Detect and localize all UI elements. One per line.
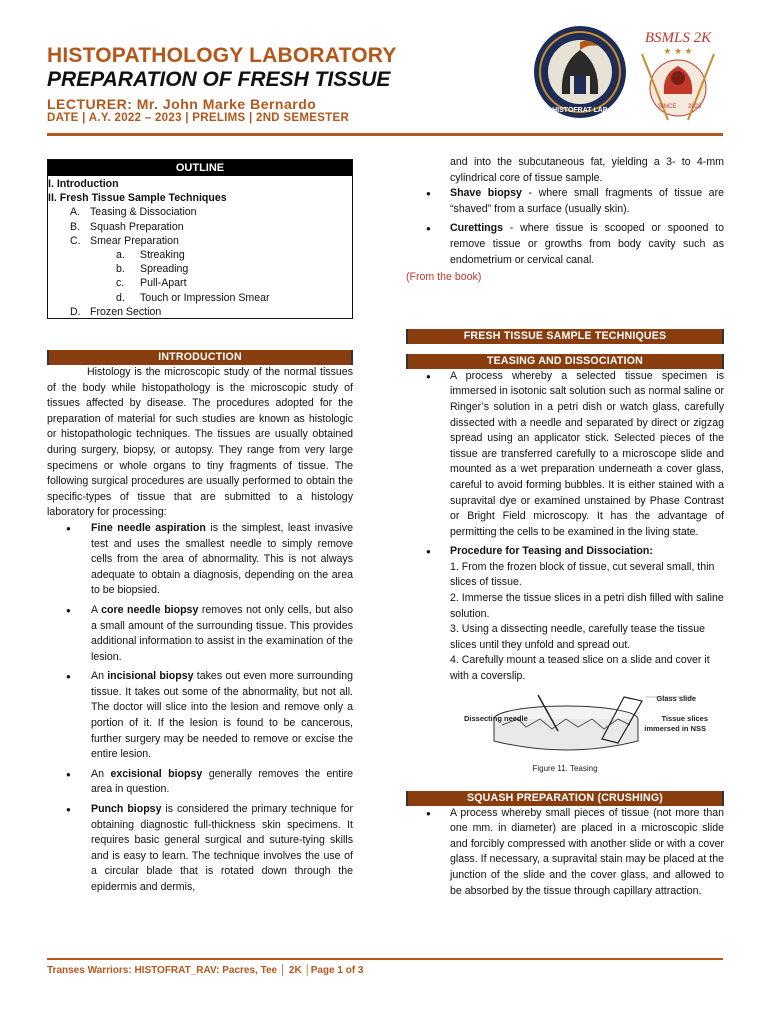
teasing-figure bbox=[406, 691, 724, 771]
right-column bbox=[406, 155, 724, 903]
biopsy-list bbox=[47, 521, 353, 896]
procedure-step: 1. From the frozen block of tissue, cut several small, thin slices of tissue. bbox=[450, 560, 715, 589]
outline-subsubitem: a. Streaking bbox=[116, 249, 185, 262]
list-item: ● An excisional biopsy generally removes the entire area in question. bbox=[47, 767, 353, 798]
squash-heading: SQUASH PREPARATION (CRUSHING) bbox=[406, 791, 724, 806]
introduction-heading: INTRODUCTION bbox=[47, 350, 353, 365]
outline-subsubitem: d. Touch or Impression Smear bbox=[116, 291, 270, 304]
label-glass-slide: Glass slide bbox=[656, 693, 696, 703]
outline-subitem: C. Smear Preparation bbox=[70, 234, 179, 247]
squash-list bbox=[406, 806, 724, 900]
label-tissue-slices: Tissue slices bbox=[661, 713, 708, 723]
bsmls-2k-logo bbox=[628, 24, 728, 124]
outline-list bbox=[48, 176, 352, 319]
outline-subsubitem: b. Spreading bbox=[116, 263, 189, 276]
outline-subitem: D. Frozen Section bbox=[70, 305, 162, 318]
procedure-steps bbox=[406, 560, 724, 685]
continuation-text: and into the subcutaneous fat, yielding a 3- to 4-mm cylindrical core of tissue sample. bbox=[450, 156, 724, 184]
svg-text:★ ★ ★: ★ ★ ★ bbox=[663, 46, 693, 56]
outline-heading: OUTLINE bbox=[48, 160, 352, 176]
histofrat-lab-logo bbox=[532, 24, 628, 120]
list-item: ● Fine needle aspiration is the simplest, least invasive test and uses the smallest needle to simply remove cells from the area of abnormality. This is not always adequate to obtain a diagnosis, depending on the area to be biopsied. bbox=[47, 521, 353, 599]
label-dissecting-needle: Dissecting needle bbox=[464, 713, 528, 723]
list-item: ● Procedure for Teasing and Dissociation: bbox=[406, 544, 724, 560]
outline-subitem: A. Teasing & Dissociation bbox=[70, 206, 197, 219]
petri-dish-illustration bbox=[406, 691, 724, 761]
list-item: ● Punch biopsy is considered the primary technique for obtaining diagnostic full-thickness skin specimens. It requires basic general surgical and suture-tying skills and is easy to learn. The technique involves the use of a circular blade that is rotated down through the epidermis and dermis, bbox=[47, 802, 353, 896]
logo-left-text: HISTOFRAT LAB bbox=[552, 107, 608, 114]
list-item: ● A core needle biopsy removes not only cells, but also a small amount of the surrounding tissue. This provides additional information to assist in the examination of the lesion. bbox=[47, 603, 353, 665]
outline-item: II. Fresh Tissue Sample Techniques bbox=[48, 192, 227, 205]
header-rule bbox=[47, 133, 723, 136]
logo-right-text: BSMLS 2K bbox=[644, 30, 712, 46]
outline-box bbox=[47, 159, 353, 319]
procedure-step: 2. Immerse the tissue slices in a petri dish filled with saline solution. bbox=[450, 592, 724, 620]
teasing-list bbox=[406, 369, 724, 560]
procedure-step: 4. Carefully mount a teased slice on a slide and cover it with a coverslip. bbox=[450, 654, 710, 683]
outline-subitem: B. Squash Preparation bbox=[70, 220, 184, 233]
fresh-tissue-heading: FRESH TISSUE SAMPLE TECHNIQUES bbox=[406, 329, 724, 344]
list-item: ● Shave biopsy - where small fragments of tissue are “shaved” from a surface (usually skin). bbox=[406, 186, 724, 217]
logo-right-since: SINCE bbox=[658, 104, 677, 110]
document-subtitle: PREPARATION OF FRESH TISSUE bbox=[47, 68, 391, 91]
list-item: ● An incisional biopsy takes out even more surrounding tissue. It takes out some of the abnormality, but not all. The doctor will slice into the lesion and remove only a portion of it. If the lesion is found to be cancerous, further surgery may be needed to remove or excise the entire lesion. bbox=[47, 669, 353, 763]
figure-caption: Figure 11. Teasing bbox=[532, 763, 598, 773]
outline-subsubitem: c. Pull-Apart bbox=[116, 277, 187, 290]
document-title: HISTOPATHOLOGY LABORATORY bbox=[47, 44, 397, 67]
source-note: (From the book) bbox=[406, 271, 482, 284]
date-line: DATE | A.Y. 2022 – 2023 | PRELIMS | 2ND SEMESTER bbox=[47, 112, 350, 124]
biopsy-list-continued bbox=[406, 186, 724, 268]
introduction-paragraph: Histology is the microscopic study of the normal tissues of the body while histopathology is the microscopic study of tissues affected by disease. The procedures adopted for the preparation of material for such studies are known as histologic or histopathologic techniques. The tissues are usually obtained during surgery, biopsy, or autopsy. They range from very large specimens or whole organs to tiny fragments of tissue. The following surgical procedures are usually performed to obtain the specific-types of tissue that are submitted to a histology laboratory for processing: bbox=[47, 366, 353, 519]
outline-item: I. Introduction bbox=[48, 178, 119, 190]
lecturer-line: LECTURER: Mr. John Marke Bernardo bbox=[47, 96, 317, 112]
teasing-heading: TEASING AND DISSOCIATION bbox=[406, 354, 724, 369]
page-footer: Transes Warriors: HISTOFRAT_RAV: Pacres, Tee │ 2K │Page 1 of 3 bbox=[47, 965, 364, 976]
list-item: ● A process whereby a selected tissue specimen is immersed in isotonic salt solution such as normal saline or Ringer’s solution in a petri dish or watch glass, carefully dissected with a needle and separated by direct or zigzag spread using an applicator stick. Selected pieces of the tissue are transferred carefully to a microscope slide and mounted as a wet preparation underneath a cover glass, careful to avoid forming bubbles. It is either stained with a supravital dye or examined unstained by Phase Contrast or Bright Field microscopy. It has the advantage of permitting the cells to be examined in the living state. bbox=[406, 369, 724, 541]
list-item: ● A process whereby small pieces of tissue (not more than one mm. in diameter) are placed in a microscopic slide and forcibly compressed with another slide or with a cover glass. If necessary, a supravital stain may be placed at the junction of the slide and the cover glass, and allowed to be absorbed by the tissue through capillary attraction. bbox=[406, 806, 724, 900]
procedure-step: 3. Using a dissecting needle, carefully tease the tissue slices until they unfold and spread out. bbox=[450, 623, 705, 651]
footer-rule bbox=[47, 958, 723, 960]
introduction-section bbox=[47, 350, 353, 900]
label-immersed-nss: immersed in NSS bbox=[644, 723, 706, 733]
list-item: ● Curettings - where tissue is scooped or spooned to remove tissue or growths from body cavity such as endometrium or cervical canal. bbox=[406, 221, 724, 268]
logo-right-year: 2023 bbox=[688, 104, 702, 110]
